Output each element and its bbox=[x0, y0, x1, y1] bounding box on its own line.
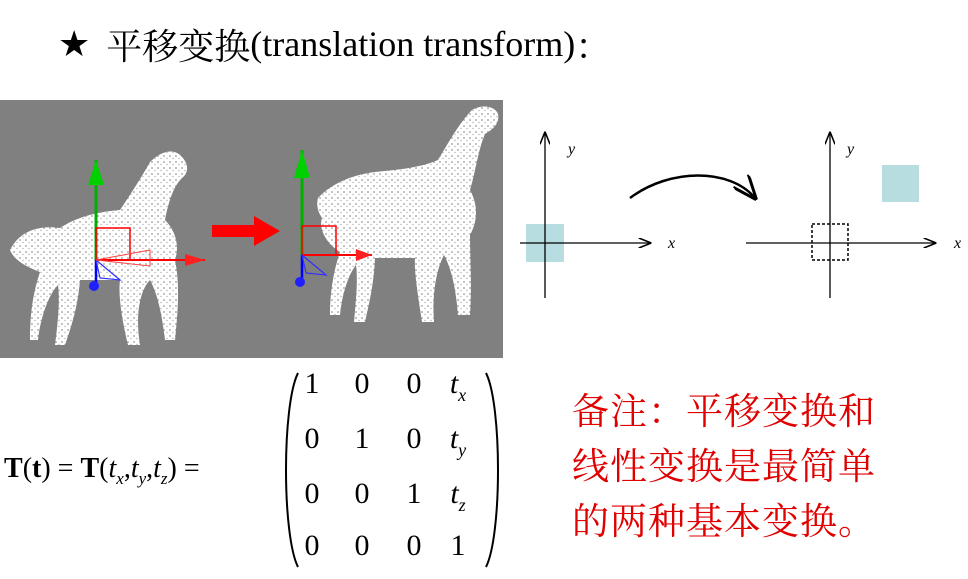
formula-lhs bbox=[4, 453, 200, 488]
matrix-cell-r0c1: 0 bbox=[354, 367, 370, 400]
matrix-cell-r3c0: 0 bbox=[304, 529, 320, 562]
translation-diagram bbox=[520, 128, 968, 303]
matrix-cell-r1c1: 1 bbox=[354, 422, 370, 455]
camel-translation-image bbox=[0, 100, 503, 358]
slide-title bbox=[58, 16, 611, 72]
star-icon: ★ bbox=[58, 23, 91, 65]
matrix-cell-r0c2: 0 bbox=[406, 367, 422, 400]
left-y-label: y bbox=[568, 141, 576, 158]
matrix-cell-r2c2: 1 bbox=[406, 477, 422, 510]
note-line-1: 备注：平移变换和 bbox=[572, 390, 876, 433]
matrix-cell-r3c3: 1 bbox=[450, 529, 466, 562]
right-axes bbox=[746, 133, 961, 298]
matrix-cell-r3c2: 0 bbox=[406, 529, 422, 562]
left-paren bbox=[286, 373, 298, 567]
title-colon: ： bbox=[575, 26, 612, 68]
matrix-cell-r2c1: 0 bbox=[354, 477, 370, 510]
right-x-label: x bbox=[954, 235, 962, 252]
note-line-2: 线性变换是最简单 bbox=[572, 445, 876, 488]
translation-matrix-formula bbox=[0, 365, 520, 575]
note-line-3: 的两种基本变换。 bbox=[572, 500, 876, 543]
matrix-cell-r3c1: 0 bbox=[354, 529, 370, 562]
camel-right bbox=[294, 107, 498, 322]
matrix-cell-r1c0: 0 bbox=[304, 422, 320, 455]
matrix-cell-r1c3: $t_y$ bbox=[449, 422, 467, 460]
title-chinese: 平移变换 bbox=[106, 26, 251, 68]
left-x-label: x bbox=[668, 235, 676, 252]
right-paren bbox=[486, 373, 498, 567]
note-text bbox=[572, 384, 962, 549]
translation-arrow bbox=[212, 216, 280, 246]
camel-left bbox=[10, 151, 205, 345]
matrix-cell-r0c3: $t_x$ bbox=[449, 367, 467, 405]
matrix-cell-r1c2: 0 bbox=[406, 422, 422, 455]
svg-text:T(t) = T(tx,ty,tz) =: $T(t) = T(t_x,t_y,t_z)$ = bbox=[4, 453, 200, 488]
matrix-cell-r2c0: 0 bbox=[304, 477, 320, 510]
translated-square bbox=[882, 165, 919, 202]
right-y-label: y bbox=[847, 141, 855, 158]
matrix-cells bbox=[305, 367, 467, 562]
curved-arrow bbox=[630, 176, 755, 199]
title-english: (translation transform) bbox=[250, 24, 576, 64]
camel-figure-svg bbox=[0, 100, 503, 358]
matrix-cell-r0c0: 1 bbox=[304, 367, 320, 400]
matrix-cell-r2c3: $t_z$ bbox=[450, 477, 466, 515]
left-axes bbox=[520, 133, 675, 298]
